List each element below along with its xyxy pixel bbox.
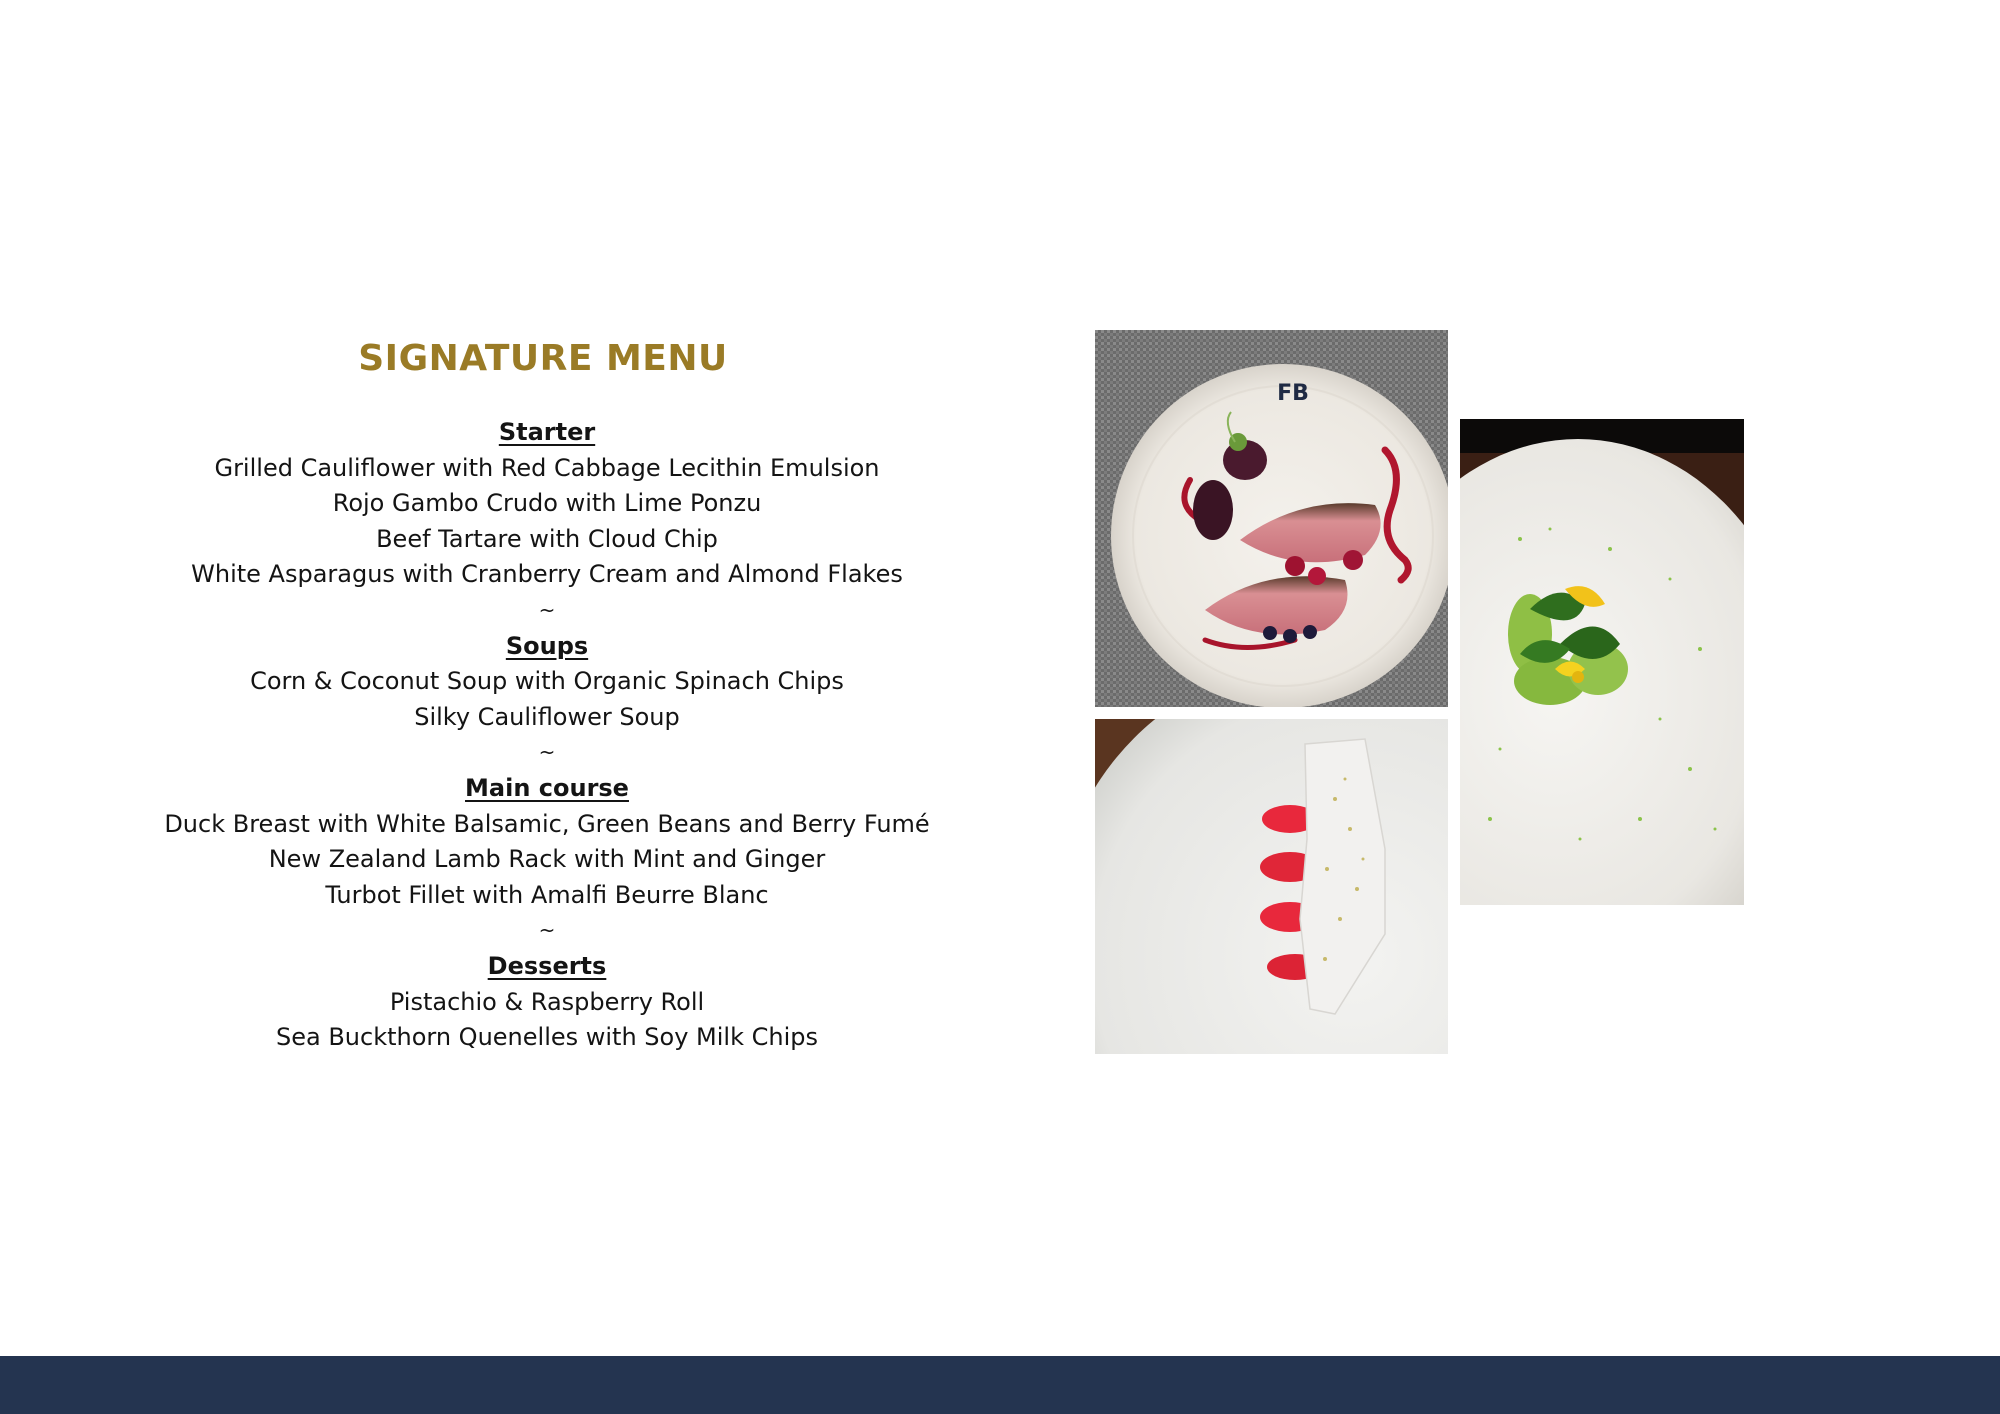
menu-body [0,415,1094,1056]
menu-item: Sea Buckthorn Quenelles with Soy Milk Chips [275,1023,818,1052]
menu-item: Rojo Gambo Crudo with Lime Ponzu [332,489,762,518]
section-separator: ~ [538,740,556,765]
section-separator: ~ [538,597,556,622]
dessert-plate-illustration [1095,719,1448,1054]
section-separator: ~ [538,918,556,943]
menu-item: Turbot Fillet with Amalfi Beurre Blanc [325,880,769,909]
dessert-bowl [1095,719,1448,1054]
photo-green-dish-bowl [1460,419,1744,905]
duck-plate-illustration [1095,330,1448,707]
menu-item: Duck Breast with White Balsamic, Green Beans and Berry Fumé [164,809,930,838]
section-heading-main-course: Main course [465,773,629,802]
green-dish-illustration [1460,419,1744,905]
menu-item: Corn & Coconut Soup with Organic Spinach Chips [250,667,844,696]
footer-bar [0,1356,2000,1414]
svg-text:FB: FB [1277,381,1309,406]
plate-logo [1277,381,1309,406]
menu-item: Grilled Cauliflower with Red Cabbage Lecithin Emulsion [214,453,880,482]
menu-item: White Asparagus with Cranberry Cream and Almond Flakes [191,560,903,589]
section-heading-starter: Starter [498,418,596,446]
section-heading-soups: Soups [505,631,589,660]
menu-item: Silky Cauliflower Soup [414,702,680,731]
photo-dessert-plate [1095,719,1448,1054]
section-heading-desserts: Desserts [487,951,607,980]
menu-title: SIGNATURE MENU [358,338,728,379]
photo-duck-breast-plate [1095,330,1448,707]
menu-item: Pistachio & Raspberry Roll [389,987,705,1016]
menu-item: New Zealand Lamb Rack with Mint and Ginger [268,845,826,874]
menu-item: Beef Tartare with Cloud Chip [376,524,718,553]
